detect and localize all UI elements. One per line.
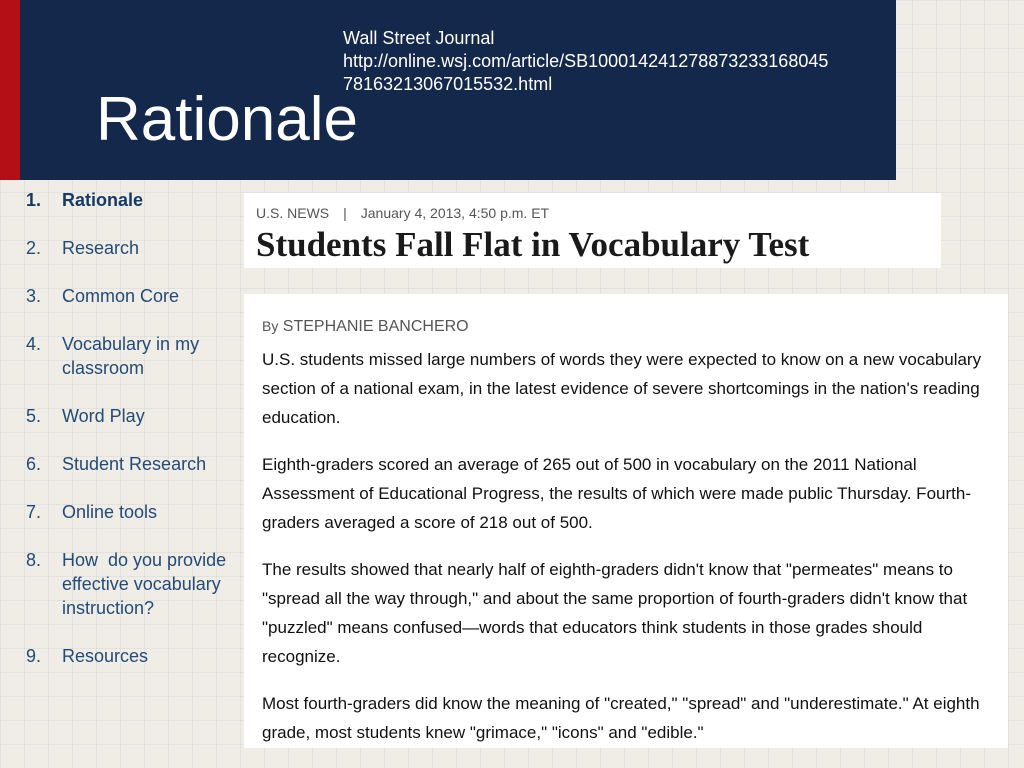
agenda-item-resources[interactable] [26,644,241,668]
agenda-item-label: Common Core [62,286,180,306]
source-name: Wall Street Journal [343,28,495,48]
agenda-list [26,188,241,692]
agenda-item-label: Rationale [62,190,144,210]
article-paragraph: Most fourth-graders did know the meaning of "created," "spread" and "underestimate." At eighth grade, most students knew "grimace," "icons" and "edible." [262,694,980,742]
agenda-item-label: How do you provide effective vocabulary instruction? [62,550,232,618]
article-body [262,345,998,765]
article-paragraph: Eighth-graders scored an average of 265 out of 500 in vocabulary on the 2011 National Assessment of Educational Progress, the results of which were made public Thursday. Fourth-graders averaged a score of 218 out of 500. [262,455,971,532]
agenda-item-research[interactable] [26,236,241,260]
source-url-line-2[interactable]: 78163213067015532.html [343,74,553,94]
agenda-item-number: 4. [26,334,42,354]
agenda-item-number: 8. [26,550,42,570]
article-date: January 4, 2013, 4:50 p.m. ET [360,205,550,221]
agenda-item-online-tools[interactable] [26,500,241,524]
source-url-line-1[interactable]: http://online.wsj.com/article/SB100014241278873233168045 [343,51,829,71]
accent-bar [0,0,20,180]
agenda-item-label: Vocabulary in my classroom [62,334,200,378]
agenda-item-number: 9. [26,646,42,666]
agenda-item-number: 1. [26,190,42,210]
agenda-item-label: Word Play [62,406,145,426]
agenda-item-label: Student Research [62,454,207,474]
agenda-item-number: 7. [26,502,42,522]
agenda-item-number: 5. [26,406,42,426]
article-headline-image [244,193,941,268]
agenda-item-word-play[interactable] [26,404,241,428]
meta-separator: | [343,205,347,221]
source-citation [343,27,883,96]
agenda-item-rationale[interactable] [26,188,241,212]
slide-header [0,0,896,180]
article-excerpt-image [244,294,1008,748]
article-meta [256,205,549,221]
agenda-item-number: 3. [26,286,42,306]
agenda-item-vocabulary-classroom[interactable] [26,332,241,380]
agenda-item-label: Online tools [62,502,158,522]
agenda-item-effective-instruction[interactable] [26,548,241,620]
agenda-item-label: Research [62,238,140,258]
article-paragraph: U.S. students missed large numbers of words they were expected to know on a new vocabulary section of a national exam, in the latest evidence of severe shortcomings in the nation's reading education. [262,350,982,427]
article-byline [262,318,469,336]
agenda-item-number: 6. [26,454,42,474]
slide-title: Rationale [96,85,358,154]
byline-prefix: By [262,318,279,334]
byline-author: STEPHANIE BANCHERO [282,318,469,335]
article-paragraph: The results showed that nearly half of eighth-graders didn't know that "permeates" means to "spread all the way through," and about the same proportion of fourth-graders didn't know that "puzzled" means confused—words that educators think students in those grades should recognize. [262,560,968,666]
agenda-item-common-core[interactable] [26,284,241,308]
agenda-item-label: Resources [62,646,149,666]
agenda-item-student-research[interactable] [26,452,241,476]
article-headline: Students Fall Flat in Vocabulary Test [256,225,810,264]
article-section: U.S. NEWS [256,205,330,221]
agenda-item-number: 2. [26,238,42,258]
